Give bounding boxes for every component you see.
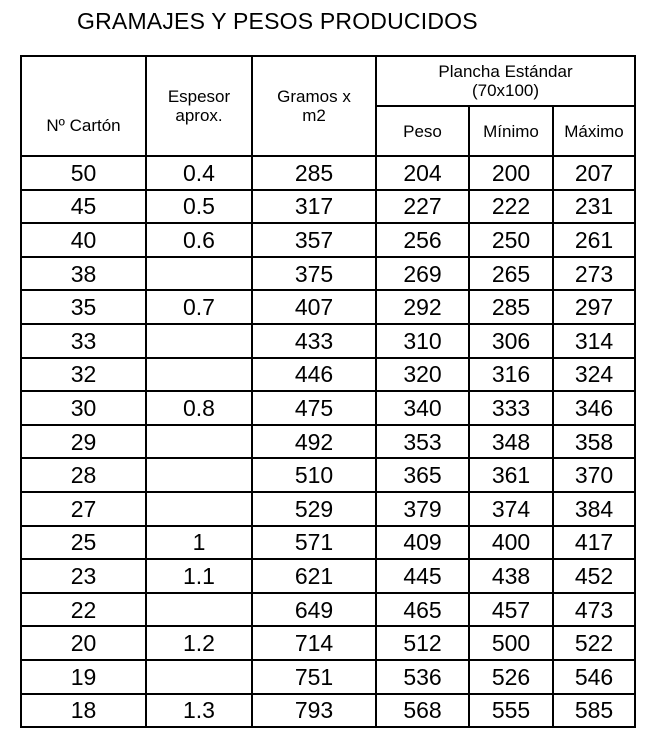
cell-carton: 32: [21, 358, 146, 392]
header-espesor: [146, 56, 252, 156]
cell-espesor: 1: [146, 526, 252, 560]
cell-carton: 20: [21, 626, 146, 660]
table-row: [21, 626, 635, 660]
cell-carton: 18: [21, 694, 146, 728]
cell-minimo: 361: [469, 458, 553, 492]
cell-carton: 45: [21, 190, 146, 224]
table-row: [21, 694, 635, 728]
cell-espesor: [146, 257, 252, 291]
cell-gramos: 357: [252, 223, 376, 257]
cell-minimo: 438: [469, 559, 553, 593]
cell-peso: 409: [376, 526, 469, 560]
header-plancha-line2: (70x100): [471, 81, 540, 100]
header-carton-label: Nº Cartón: [46, 115, 121, 135]
cell-gramos: 714: [252, 626, 376, 660]
table-row: [21, 458, 635, 492]
header-espesor-line2: aprox.: [175, 106, 223, 125]
cell-carton: 27: [21, 492, 146, 526]
cell-carton: 38: [21, 257, 146, 291]
cell-maximo: 546: [553, 660, 635, 694]
table-row: [21, 190, 635, 224]
cell-minimo: 374: [469, 492, 553, 526]
header-peso: Peso: [376, 106, 469, 156]
table-row: [21, 526, 635, 560]
cell-carton: 30: [21, 391, 146, 425]
table-row: [21, 391, 635, 425]
cell-gramos: 317: [252, 190, 376, 224]
cell-espesor: 1.2: [146, 626, 252, 660]
cell-peso: 292: [376, 290, 469, 324]
weights-table: [20, 55, 636, 728]
table-row: [21, 156, 635, 190]
header-gramos-line2: m2: [302, 106, 326, 125]
cell-espesor: 0.7: [146, 290, 252, 324]
cell-maximo: 522: [553, 626, 635, 660]
table-row: [21, 425, 635, 459]
cell-carton: 50: [21, 156, 146, 190]
cell-minimo: 316: [469, 358, 553, 392]
cell-peso: 568: [376, 694, 469, 728]
cell-minimo: 348: [469, 425, 553, 459]
cell-minimo: 265: [469, 257, 553, 291]
cell-espesor: 1.1: [146, 559, 252, 593]
table-row: [21, 223, 635, 257]
cell-espesor: [146, 425, 252, 459]
cell-gramos: 529: [252, 492, 376, 526]
cell-minimo: 526: [469, 660, 553, 694]
cell-maximo: 273: [553, 257, 635, 291]
cell-espesor: [146, 324, 252, 358]
cell-carton: 22: [21, 593, 146, 627]
cell-espesor: [146, 492, 252, 526]
cell-minimo: 500: [469, 626, 553, 660]
header-minimo: Mínimo: [469, 106, 553, 156]
cell-espesor: 1.3: [146, 694, 252, 728]
cell-carton: 29: [21, 425, 146, 459]
cell-gramos: 571: [252, 526, 376, 560]
cell-maximo: 358: [553, 425, 635, 459]
cell-maximo: 346: [553, 391, 635, 425]
cell-peso: 365: [376, 458, 469, 492]
table-row: [21, 492, 635, 526]
cell-minimo: 306: [469, 324, 553, 358]
cell-espesor: 0.8: [146, 391, 252, 425]
table-row: [21, 660, 635, 694]
cell-peso: 269: [376, 257, 469, 291]
cell-minimo: 457: [469, 593, 553, 627]
cell-peso: 310: [376, 324, 469, 358]
cell-maximo: 417: [553, 526, 635, 560]
header-espesor-line1: Espesor: [167, 87, 231, 106]
header-carton: [21, 56, 146, 156]
cell-minimo: 285: [469, 290, 553, 324]
cell-gramos: 649: [252, 593, 376, 627]
table-header-row: [21, 56, 635, 106]
table-row: [21, 324, 635, 358]
cell-maximo: 297: [553, 290, 635, 324]
cell-minimo: 400: [469, 526, 553, 560]
cell-gramos: 407: [252, 290, 376, 324]
cell-peso: 465: [376, 593, 469, 627]
cell-peso: 227: [376, 190, 469, 224]
table-row: [21, 593, 635, 627]
cell-espesor: [146, 593, 252, 627]
table-row: [21, 559, 635, 593]
cell-minimo: 200: [469, 156, 553, 190]
cell-carton: 40: [21, 223, 146, 257]
cell-maximo: 585: [553, 694, 635, 728]
cell-maximo: 231: [553, 190, 635, 224]
cell-gramos: 621: [252, 559, 376, 593]
cell-peso: 320: [376, 358, 469, 392]
cell-carton: 25: [21, 526, 146, 560]
cell-espesor: 0.5: [146, 190, 252, 224]
cell-gramos: 475: [252, 391, 376, 425]
cell-gramos: 492: [252, 425, 376, 459]
table-row: [21, 290, 635, 324]
cell-maximo: 314: [553, 324, 635, 358]
cell-espesor: [146, 358, 252, 392]
cell-minimo: 222: [469, 190, 553, 224]
cell-peso: 256: [376, 223, 469, 257]
cell-espesor: [146, 458, 252, 492]
cell-maximo: 261: [553, 223, 635, 257]
cell-carton: 28: [21, 458, 146, 492]
cell-gramos: 285: [252, 156, 376, 190]
cell-carton: 23: [21, 559, 146, 593]
cell-gramos: 510: [252, 458, 376, 492]
table-row: [21, 257, 635, 291]
cell-espesor: 0.4: [146, 156, 252, 190]
cell-gramos: 793: [252, 694, 376, 728]
cell-peso: 445: [376, 559, 469, 593]
cell-maximo: 384: [553, 492, 635, 526]
cell-carton: 19: [21, 660, 146, 694]
cell-minimo: 555: [469, 694, 553, 728]
header-maximo: Máximo: [553, 106, 635, 156]
cell-carton: 35: [21, 290, 146, 324]
cell-carton: 33: [21, 324, 146, 358]
cell-peso: 340: [376, 391, 469, 425]
cell-peso: 353: [376, 425, 469, 459]
header-gramos: [252, 56, 376, 156]
cell-espesor: 0.6: [146, 223, 252, 257]
cell-peso: 512: [376, 626, 469, 660]
table-row: [21, 358, 635, 392]
cell-peso: 204: [376, 156, 469, 190]
cell-peso: 536: [376, 660, 469, 694]
header-plancha: [376, 56, 635, 106]
cell-gramos: 375: [252, 257, 376, 291]
cell-minimo: 333: [469, 391, 553, 425]
cell-maximo: 473: [553, 593, 635, 627]
page-title: GRAMAJES Y PESOS PRODUCIDOS: [77, 8, 478, 34]
header-gramos-line1: Gramos x: [277, 87, 351, 106]
cell-maximo: 370: [553, 458, 635, 492]
cell-gramos: 446: [252, 358, 376, 392]
cell-peso: 379: [376, 492, 469, 526]
cell-gramos: 751: [252, 660, 376, 694]
cell-minimo: 250: [469, 223, 553, 257]
header-plancha-line1: Plancha Estándar: [438, 62, 573, 81]
cell-espesor: [146, 660, 252, 694]
cell-gramos: 433: [252, 324, 376, 358]
cell-maximo: 452: [553, 559, 635, 593]
cell-maximo: 324: [553, 358, 635, 392]
cell-maximo: 207: [553, 156, 635, 190]
